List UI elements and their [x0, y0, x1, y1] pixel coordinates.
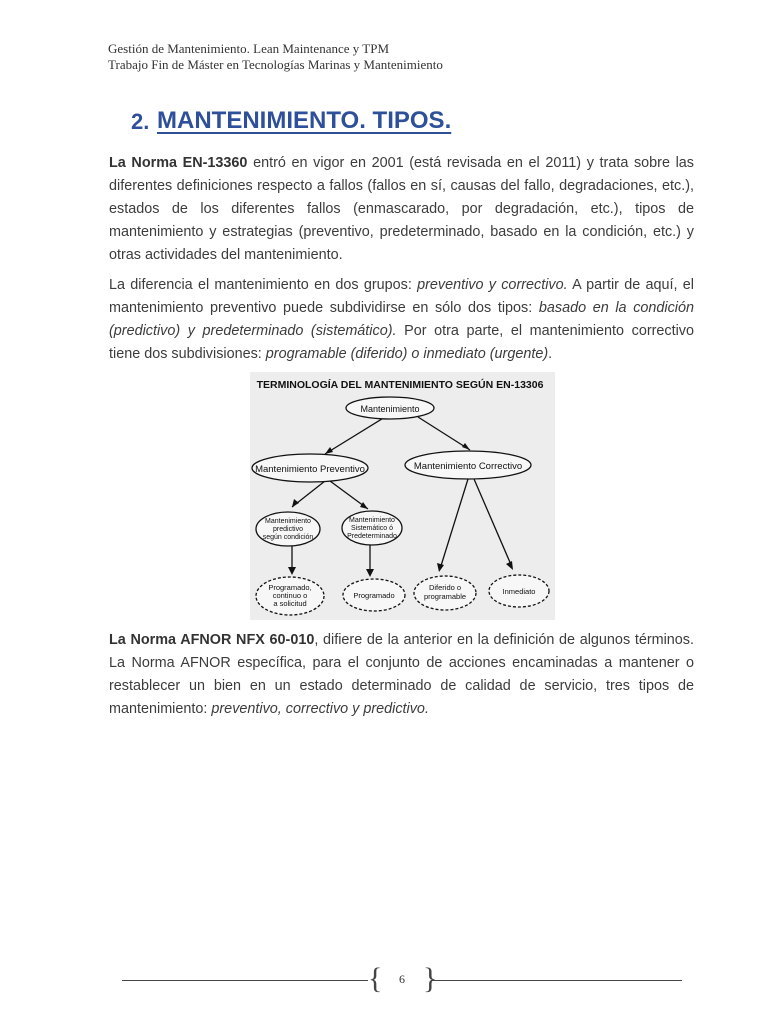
italic-text: programable (diferido) o inmediato (urgente) [265, 346, 549, 362]
node-predictivo-line-1: Mantenimiento [265, 518, 311, 525]
norma-en-label: La Norma EN-13360 [109, 155, 248, 171]
paragraph-afnor [109, 629, 694, 721]
footer-rule-left [122, 980, 368, 981]
footer-rule-right [432, 980, 682, 981]
header-line-2: Trabajo Fin de Máster en Tecnologías Marinas y Mantenimiento [108, 57, 443, 72]
node-inmediato-label: Inmediato [502, 587, 536, 596]
diagram-svg [250, 372, 555, 620]
section-title: MANTENIMIENTO. TIPOS. [157, 107, 452, 134]
node-programado-continuo-line-3: a solicitud [273, 599, 307, 608]
node-programado-label: Programado [353, 591, 395, 600]
footer-bracket-right: } [423, 962, 438, 995]
connector-lines [292, 417, 512, 574]
norma-afnor-label: La Norma AFNOR NFX 60-010 [109, 632, 315, 648]
italic-text: preventivo y correctivo. [417, 277, 568, 293]
node-programado-continuo-line-2: continuo o [272, 591, 308, 600]
paragraph-en-13360 [109, 152, 694, 267]
running-header [108, 41, 443, 73]
section-number: 2. [131, 109, 150, 134]
node-diferido-line-2: programable [423, 592, 467, 601]
node-predictivo-line-2: predictivo [273, 526, 303, 533]
footer-bracket-left: { [368, 962, 383, 995]
node-sistematico-line-3: Predeterminado [347, 533, 397, 540]
node-diferido-line-1: Diferido o [428, 583, 462, 592]
paragraph-text: , difiere de la anterior en la definición de algunos términos. La Norma AFNOR específica, para el conjunto de acciones encaminadas a mantener o restablecer un bien en un estado determinado de calidad de servicio, tres tipos de mantenimiento: [109, 632, 694, 717]
node-sistematico-line-1: Mantenimiento [349, 517, 395, 524]
node-preventivo-label: Mantenimiento Preventivo [255, 464, 365, 475]
node-predictivo-line-3: según condición [262, 534, 314, 541]
node-correctivo-label: Mantenimiento Correctivo [413, 461, 523, 472]
node-programado-continuo-line-1: Programado, [268, 583, 312, 592]
paragraph-text: entró en vigor en 2001 (está revisada en el 2011) y trata sobre las diferentes definiciones respecto a fallos (fallos en sí, causas del fallo, degradaciones, etc.), estados de los diferentes fallos (enmascarado, por degradación, etc.), tipos de mantenimiento y estrategias (preventivo, predeterminado, basado en la condición, etc.) y otras actividades del mantenimiento. [109, 155, 694, 263]
paragraph-text: Por otra parte, el mantenimiento correctivo tiene dos subdivisiones: [109, 323, 694, 362]
italic-text: basado en la condición (predictivo) y predeterminado (sistemático). [109, 300, 695, 339]
diagram-title: TERMINOLOGÍA DEL MANTENIMIENTO SEGÚN EN-13306 [256, 379, 544, 391]
paragraph-text: . [548, 346, 553, 362]
paragraph-groups [109, 274, 694, 366]
paragraph-text: A partir de aquí, el mantenimiento preventivo puede subdividirse en sólo dos tipos: [109, 277, 694, 316]
page-number: 6 [399, 972, 405, 986]
paragraph-text: La diferencia el mantenimiento en dos grupos: [109, 277, 418, 293]
terminology-diagram [250, 372, 555, 620]
node-sistematico-line-2: Sistemático ó [350, 525, 394, 532]
italic-text: preventivo, correctivo y predictivo. [211, 701, 429, 717]
node-mantenimiento-label: Mantenimiento [360, 404, 420, 414]
header-line-1: Gestión de Mantenimiento. Lean Maintenance y TPM [108, 41, 389, 56]
